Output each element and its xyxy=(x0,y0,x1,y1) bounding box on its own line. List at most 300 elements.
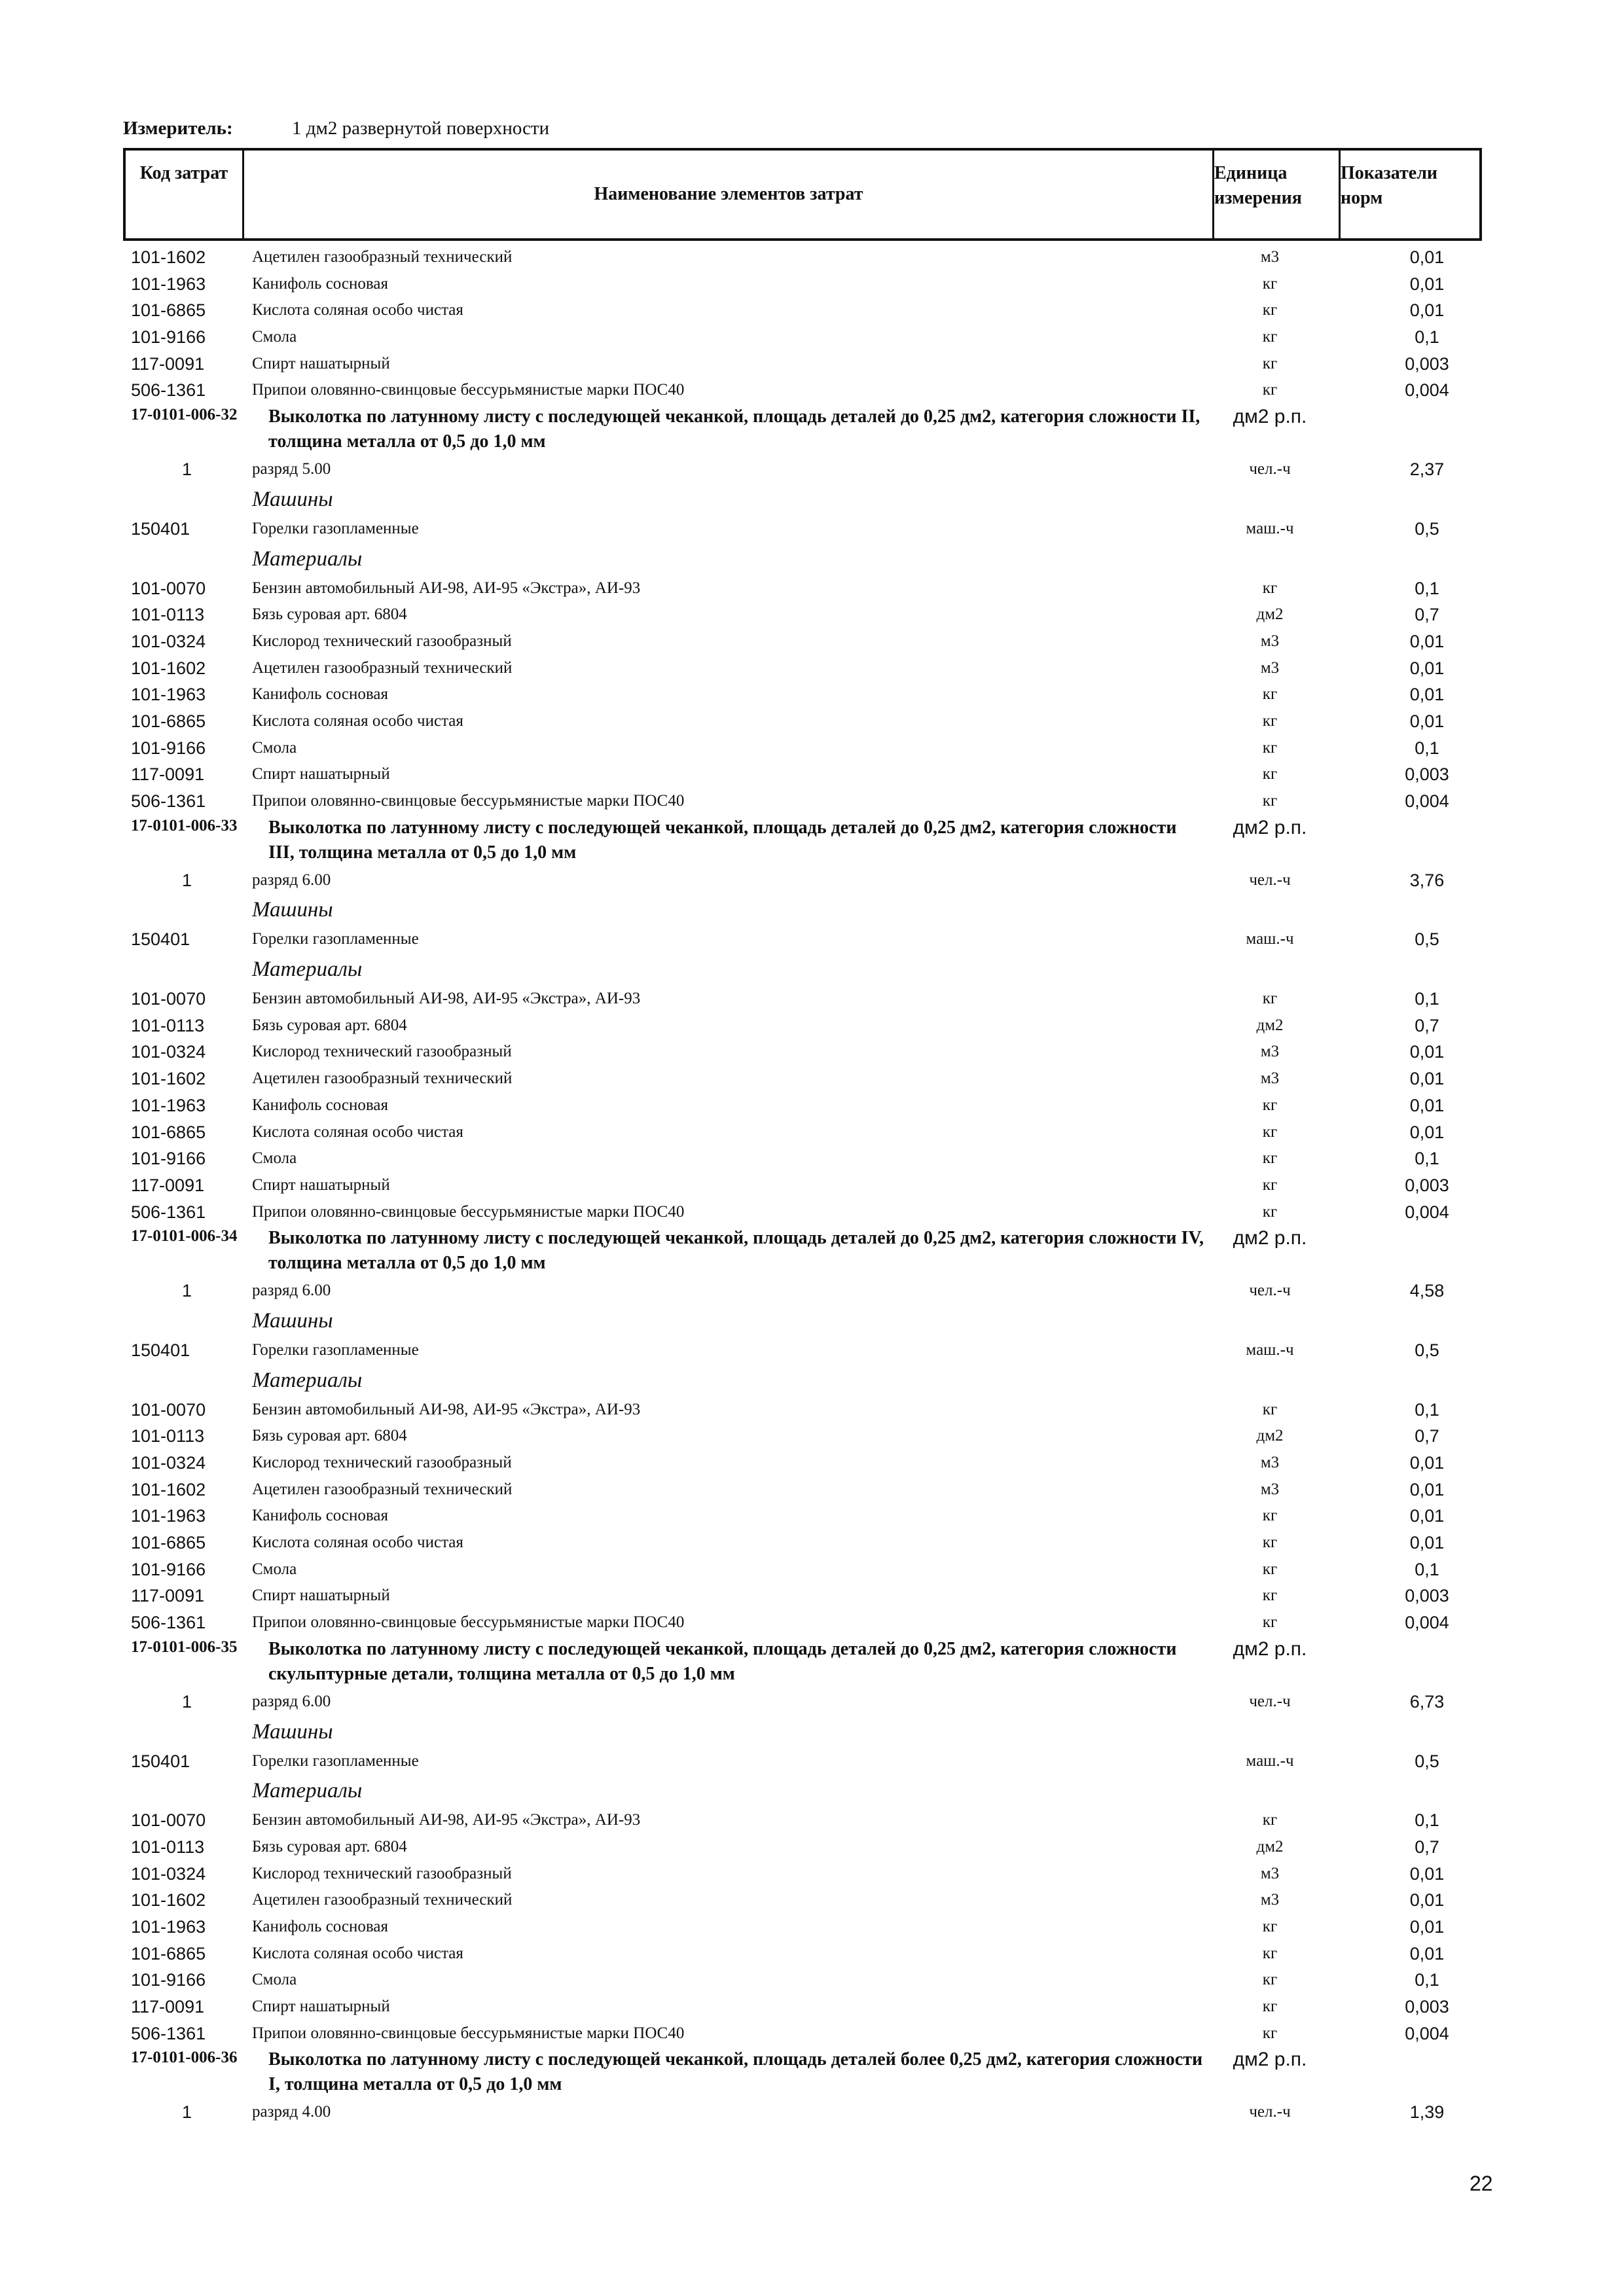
row-unit: дм2 xyxy=(1256,1427,1284,1445)
row-value: 0,1 xyxy=(1415,989,1439,1009)
row-unit: чел.-ч xyxy=(1249,2103,1291,2121)
row-unit: маш.-ч xyxy=(1246,1751,1294,1770)
row-code: 101-0113 xyxy=(131,1015,205,1035)
table-row xyxy=(0,927,1624,954)
row-unit: кг xyxy=(1262,765,1278,783)
row-value: 0,5 xyxy=(1415,929,1439,950)
row-name: Горелки газопламенные xyxy=(252,519,419,537)
row-name: Ацетилен газообразный технический xyxy=(252,1069,513,1088)
row-name: Бензин автомобильный АИ-98, АИ-95 «Экстра», АИ-93 xyxy=(252,579,641,597)
section-row xyxy=(0,1305,1624,1338)
row-name: Выколотка по латунному листу с последующей чеканкой, площадь деталей более 0,25 дм2, категория сложности I, толщина металла от 0,5 до 1,0 мм xyxy=(268,2049,1203,2095)
row-unit: кг xyxy=(1262,711,1278,730)
row-code: 506-1361 xyxy=(131,1202,206,1222)
row-unit: кг xyxy=(1262,301,1278,319)
row-unit: дм2 xyxy=(1256,1016,1284,1034)
row-name: Бензин автомобильный АИ-98, АИ-95 «Экстра», АИ-93 xyxy=(252,1811,641,1829)
row-code: 1 xyxy=(182,1691,192,1712)
row-unit: кг xyxy=(1262,1587,1278,1605)
table-row xyxy=(0,1888,1624,1914)
row-code: 117-0091 xyxy=(131,1997,205,2017)
table-row xyxy=(0,1835,1624,1861)
table-row xyxy=(0,272,1624,298)
row-code: 1 xyxy=(182,870,192,890)
row-unit: маш.-ч xyxy=(1246,519,1294,537)
row-value: 0,7 xyxy=(1415,605,1439,625)
row-name: Ацетилен газообразный технический xyxy=(252,1891,513,1909)
table-row xyxy=(0,2100,1624,2126)
row-name: Выколотка по латунному листу с последующей чеканкой, площадь деталей до 0,25 дм2, категория сложности IV, толщина металла от 0,5 до 1,0 мм xyxy=(268,1228,1204,1274)
row-value: 0,1 xyxy=(1415,578,1439,598)
row-unit: м3 xyxy=(1260,1864,1280,1882)
row-name: Выколотка по латунному листу с последующей чеканкой, площадь деталей до 0,25 дм2, категория сложности III, толщина металла от 0,5 до 1,0 мм xyxy=(268,817,1177,863)
header-unit-line1: Единица xyxy=(1214,163,1288,183)
row-unit: кг xyxy=(1262,1998,1278,2015)
table-row xyxy=(0,656,1624,683)
table-row xyxy=(0,1967,1624,1994)
row-value: 0,01 xyxy=(1409,631,1445,651)
row-value: 0,5 xyxy=(1415,1340,1439,1360)
row-name: Ацетилен газообразный технический xyxy=(252,658,513,677)
row-value: 0,7 xyxy=(1415,1015,1439,1035)
norm-header-row xyxy=(0,1226,1624,1278)
row-value: 0,003 xyxy=(1405,1997,1449,2017)
row-value: 0,01 xyxy=(1409,300,1445,321)
row-name: Спирт нашатырный xyxy=(252,1998,390,2015)
row-value: 1,39 xyxy=(1409,2102,1445,2123)
row-name: Бязь суровая арт. 6804 xyxy=(252,1427,407,1445)
norm-header-row xyxy=(0,1637,1624,1689)
row-name: Машины xyxy=(252,1308,333,1333)
row-code: 101-1963 xyxy=(131,274,206,294)
row-unit: кг xyxy=(1262,1507,1278,1525)
row-name: Смола xyxy=(252,1971,297,1989)
row-code: 506-1361 xyxy=(131,791,206,811)
row-value: 0,01 xyxy=(1409,1533,1445,1553)
row-code: 101-6865 xyxy=(131,300,206,321)
row-name: разряд 6.00 xyxy=(252,1282,331,1300)
row-code: 506-1361 xyxy=(131,2023,206,2043)
row-code: 117-0091 xyxy=(131,1586,205,1606)
row-name: Канифоль сосновая xyxy=(252,274,388,293)
row-unit: кг xyxy=(1262,328,1278,346)
table-row xyxy=(0,1689,1624,1716)
row-code: 1 xyxy=(182,459,192,480)
row-unit: кг xyxy=(1262,1613,1278,1632)
row-unit: кг xyxy=(1262,1917,1278,1935)
row-name: Канифоль сосновая xyxy=(252,685,388,704)
row-value: 0,003 xyxy=(1405,1586,1449,1606)
row-unit: кг xyxy=(1262,1811,1278,1829)
section-row xyxy=(0,1716,1624,1749)
row-name: Смола xyxy=(252,1149,297,1168)
norm-header-row xyxy=(0,404,1624,457)
measure-line xyxy=(123,118,550,139)
row-unit: кг xyxy=(1262,579,1278,597)
row-unit: кг xyxy=(1262,2024,1278,2042)
section-row xyxy=(0,1365,1624,1397)
section-row xyxy=(0,954,1624,986)
row-code: 17-0101-006-36 xyxy=(131,2049,238,2067)
row-name: Кислород технический газообразный xyxy=(252,632,512,650)
row-value: 2,37 xyxy=(1409,459,1445,480)
table-row xyxy=(0,1424,1624,1450)
row-value: 0,01 xyxy=(1409,1122,1445,1142)
table-row xyxy=(0,868,1624,895)
row-code: 150401 xyxy=(131,518,190,539)
header-norm-line1: Показатели xyxy=(1341,163,1438,183)
row-value: 0,1 xyxy=(1415,1149,1439,1169)
row-unit: кг xyxy=(1262,1202,1278,1221)
table-row xyxy=(0,1583,1624,1610)
row-name: Материалы xyxy=(252,1779,363,1803)
row-value: 0,1 xyxy=(1415,1399,1439,1420)
row-name: разряд 4.00 xyxy=(252,2103,331,2121)
row-unit: чел.-ч xyxy=(1249,1282,1291,1300)
row-value: 0,01 xyxy=(1409,247,1445,267)
header-name: Наименование элементов затрат xyxy=(594,184,863,204)
row-value: 0,01 xyxy=(1409,1943,1445,1964)
section-row xyxy=(0,484,1624,516)
row-value: 0,1 xyxy=(1415,1970,1439,1990)
row-code: 101-0070 xyxy=(131,989,206,1009)
row-name: Материалы xyxy=(252,547,363,571)
table-row xyxy=(0,1013,1624,1040)
row-unit: чел.-ч xyxy=(1249,460,1291,478)
row-value: 0,01 xyxy=(1409,711,1445,731)
row-code: 101-0324 xyxy=(131,1453,206,1473)
table-row xyxy=(0,1994,1624,2021)
row-value: 6,73 xyxy=(1409,1691,1445,1712)
table-row xyxy=(0,1861,1624,1888)
row-value: 0,003 xyxy=(1405,353,1449,374)
table-row xyxy=(0,378,1624,404)
row-code: 150401 xyxy=(131,1751,190,1771)
row-unit: чел.-ч xyxy=(1249,1692,1291,1710)
row-name: Кислота соляная особо чистая xyxy=(252,711,463,730)
table-row xyxy=(0,245,1624,272)
row-value: 3,76 xyxy=(1409,870,1445,890)
row-code: 117-0091 xyxy=(131,764,205,785)
row-code: 101-1963 xyxy=(131,1916,206,1937)
table-row xyxy=(0,1503,1624,1530)
row-name: Припои оловянно-свинцовые бессурьмянистые марки ПОС40 xyxy=(252,1202,685,1221)
row-code: 150401 xyxy=(131,1340,190,1360)
row-unit: кг xyxy=(1262,1122,1278,1141)
table-header xyxy=(123,148,1482,241)
row-unit: кг xyxy=(1262,685,1278,704)
row-code: 101-0324 xyxy=(131,631,206,651)
row-code: 101-1602 xyxy=(131,1069,206,1089)
row-unit: кг xyxy=(1262,1944,1278,1962)
row-name: Спирт нашатырный xyxy=(252,1175,390,1194)
row-code: 101-0113 xyxy=(131,1837,205,1857)
row-code: 117-0091 xyxy=(131,353,205,374)
row-unit: дм2 р.п. xyxy=(1233,406,1307,428)
row-unit: м3 xyxy=(1260,632,1280,650)
row-code: 101-0113 xyxy=(131,1426,205,1446)
table-row xyxy=(0,1397,1624,1424)
row-value: 0,1 xyxy=(1415,1810,1439,1831)
table-row xyxy=(0,516,1624,543)
row-value: 0,01 xyxy=(1409,658,1445,678)
table-row xyxy=(0,736,1624,762)
row-name: Ацетилен газообразный технический xyxy=(252,1480,513,1498)
row-name: Горелки газопламенные xyxy=(252,930,419,948)
row-code: 101-1602 xyxy=(131,658,206,678)
row-code: 17-0101-006-35 xyxy=(131,1638,238,1656)
row-code: 1 xyxy=(182,1281,192,1301)
row-name: Бязь суровая арт. 6804 xyxy=(252,1016,407,1034)
page-number: 22 xyxy=(1470,2172,1493,2195)
row-value: 0,01 xyxy=(1409,1453,1445,1473)
row-name: Припои оловянно-свинцовые бессурьмянистые марки ПОС40 xyxy=(252,381,685,399)
table-row xyxy=(0,682,1624,709)
row-name: Канифоль сосновая xyxy=(252,1917,388,1935)
row-code: 101-6865 xyxy=(131,1533,206,1553)
row-value: 0,01 xyxy=(1409,274,1445,294)
header-code: Код затрат xyxy=(139,163,228,183)
row-unit: маш.-ч xyxy=(1246,1340,1294,1359)
row-unit: чел.-ч xyxy=(1249,870,1291,889)
measure-label: Измеритель: xyxy=(123,118,233,139)
row-code: 101-0324 xyxy=(131,1863,206,1884)
table-row xyxy=(0,1120,1624,1147)
row-name: Кислота соляная особо чистая xyxy=(252,1534,463,1552)
row-name: разряд 6.00 xyxy=(252,870,331,889)
row-value: 4,58 xyxy=(1409,1281,1445,1301)
row-code: 101-1602 xyxy=(131,247,206,267)
row-code: 101-1602 xyxy=(131,1479,206,1499)
row-name: разряд 5.00 xyxy=(252,460,331,478)
row-code: 101-9166 xyxy=(131,1149,206,1169)
row-unit: кг xyxy=(1262,990,1278,1008)
table-row xyxy=(0,298,1624,325)
row-unit: кг xyxy=(1262,1560,1278,1578)
row-unit: м3 xyxy=(1260,658,1280,677)
table-row xyxy=(0,1914,1624,1941)
row-name: Спирт нашатырный xyxy=(252,354,390,372)
row-name: Кислород технический газообразный xyxy=(252,1043,512,1061)
row-name: Кислород технический газообразный xyxy=(252,1454,512,1471)
row-name: Ацетилен газообразный технический xyxy=(252,248,513,266)
row-value: 0,004 xyxy=(1405,2023,1449,2043)
row-unit: кг xyxy=(1262,354,1278,372)
row-value: 0,7 xyxy=(1415,1837,1439,1857)
row-code: 101-9166 xyxy=(131,327,206,348)
row-unit: кг xyxy=(1262,1096,1278,1114)
row-code: 150401 xyxy=(131,929,190,950)
table-row xyxy=(0,1557,1624,1584)
row-unit: дм2 xyxy=(1256,605,1284,624)
row-unit: м3 xyxy=(1260,1891,1280,1909)
header-unit-line2: измерения xyxy=(1214,188,1302,208)
table-row xyxy=(0,1477,1624,1504)
row-code: 101-6865 xyxy=(131,711,206,731)
table-row xyxy=(0,1808,1624,1835)
row-name: Спирт нашатырный xyxy=(252,1587,390,1605)
row-name: Материалы xyxy=(252,958,363,982)
table-row xyxy=(0,1066,1624,1093)
row-unit: м3 xyxy=(1260,1069,1280,1088)
row-unit: кг xyxy=(1262,738,1278,757)
row-value: 0,1 xyxy=(1415,738,1439,758)
header-norm-line2: норм xyxy=(1341,188,1383,208)
row-unit: дм2 р.п. xyxy=(1233,2049,1307,2071)
row-code: 506-1361 xyxy=(131,380,206,401)
row-name: Кислота соляная особо чистая xyxy=(252,301,463,319)
row-name: Выколотка по латунному листу с последующей чеканкой, площадь деталей до 0,25 дм2, категория сложности II, толщина металла от 0,5 до 1,0 мм xyxy=(268,406,1200,452)
row-name: Машины xyxy=(252,898,333,922)
row-unit: кг xyxy=(1262,381,1278,399)
row-code: 506-1361 xyxy=(131,1613,206,1633)
row-unit: м3 xyxy=(1260,1480,1280,1498)
row-unit: м3 xyxy=(1260,248,1280,266)
row-name: Горелки газопламенные xyxy=(252,1751,419,1770)
row-unit: кг xyxy=(1262,1175,1278,1194)
row-value: 0,7 xyxy=(1415,1426,1439,1446)
row-value: 0,01 xyxy=(1409,1506,1445,1526)
header-unit xyxy=(1214,151,1339,238)
measure-value: 1 дм2 развернутой поверхности xyxy=(292,118,550,139)
row-unit: кг xyxy=(1262,792,1278,810)
row-name: Машины xyxy=(252,1719,333,1744)
table-row xyxy=(0,1530,1624,1557)
row-name: Канифоль сосновая xyxy=(252,1507,388,1525)
row-unit: дм2 xyxy=(1256,1837,1284,1856)
row-value: 0,01 xyxy=(1409,1069,1445,1089)
row-unit: кг xyxy=(1262,1534,1278,1552)
row-value: 0,01 xyxy=(1409,1479,1445,1499)
table-row xyxy=(0,325,1624,351)
table-row xyxy=(0,1146,1624,1173)
row-code: 101-6865 xyxy=(131,1943,206,1964)
row-value: 0,01 xyxy=(1409,685,1445,705)
row-name: Горелки газопламенные xyxy=(252,1340,419,1359)
table-row xyxy=(0,1450,1624,1477)
row-value: 0,1 xyxy=(1415,1559,1439,1579)
row-unit: маш.-ч xyxy=(1246,930,1294,948)
row-code: 101-1963 xyxy=(131,1506,206,1526)
row-value: 0,01 xyxy=(1409,1916,1445,1937)
table-row xyxy=(0,762,1624,789)
row-unit: кг xyxy=(1262,1149,1278,1168)
row-code: 101-9166 xyxy=(131,738,206,758)
row-code: 101-9166 xyxy=(131,1559,206,1579)
row-value: 0,004 xyxy=(1405,1202,1449,1222)
section-row xyxy=(0,1775,1624,1808)
row-name: Припои оловянно-свинцовые бессурьмянистые марки ПОС40 xyxy=(252,1613,685,1632)
row-name: Смола xyxy=(252,738,297,757)
row-value: 0,01 xyxy=(1409,1042,1445,1062)
row-code: 101-1602 xyxy=(131,1890,206,1910)
table-row xyxy=(0,2021,1624,2048)
norm-header-row xyxy=(0,816,1624,868)
table-row xyxy=(0,351,1624,378)
table-row xyxy=(0,1610,1624,1637)
table-row xyxy=(0,986,1624,1013)
row-name: Кислота соляная особо чистая xyxy=(252,1122,463,1141)
row-value: 0,5 xyxy=(1415,518,1439,539)
row-unit: м3 xyxy=(1260,1043,1280,1061)
table-row xyxy=(0,576,1624,603)
section-row xyxy=(0,543,1624,576)
row-code: 101-0113 xyxy=(131,605,205,625)
row-code: 101-6865 xyxy=(131,1122,206,1142)
row-unit: дм2 р.п. xyxy=(1233,1638,1307,1660)
row-name: Бязь суровая арт. 6804 xyxy=(252,605,407,624)
row-code: 17-0101-006-33 xyxy=(131,816,238,834)
row-name: Бензин автомобильный АИ-98, АИ-95 «Экстра», АИ-93 xyxy=(252,1400,641,1418)
row-value: 0,003 xyxy=(1405,764,1449,785)
row-name: Кислота соляная особо чистая xyxy=(252,1944,463,1962)
table-row xyxy=(0,709,1624,736)
table-row xyxy=(0,789,1624,816)
row-code: 17-0101-006-32 xyxy=(131,406,238,424)
table-row xyxy=(0,1749,1624,1776)
row-value: 0,004 xyxy=(1405,1613,1449,1633)
table-row xyxy=(0,1093,1624,1120)
row-name: Бензин автомобильный АИ-98, АИ-95 «Экстра», АИ-93 xyxy=(252,990,641,1008)
row-unit: дм2 р.п. xyxy=(1233,1227,1307,1249)
row-name: Смола xyxy=(252,328,297,346)
table-row xyxy=(0,1200,1624,1227)
table-row xyxy=(0,1278,1624,1305)
row-value: 0,003 xyxy=(1405,1175,1449,1195)
row-name: Машины xyxy=(252,487,333,511)
row-value: 0,004 xyxy=(1405,380,1449,401)
row-code: 1 xyxy=(182,2102,192,2123)
row-name: Припои оловянно-свинцовые бессурьмянистые марки ПОС40 xyxy=(252,792,685,810)
row-value: 0,004 xyxy=(1405,791,1449,811)
table-row xyxy=(0,1338,1624,1365)
table-row xyxy=(0,457,1624,484)
row-value: 0,5 xyxy=(1415,1751,1439,1771)
row-name: Кислород технический газообразный xyxy=(252,1864,512,1882)
row-name: Бязь суровая арт. 6804 xyxy=(252,1837,407,1856)
row-code: 101-0070 xyxy=(131,1810,206,1831)
row-code: 101-1963 xyxy=(131,685,206,705)
row-name: Спирт нашатырный xyxy=(252,765,390,783)
row-unit: м3 xyxy=(1260,1454,1280,1471)
row-unit: кг xyxy=(1262,1971,1278,1989)
table-row xyxy=(0,1941,1624,1968)
row-name: Смола xyxy=(252,1560,297,1578)
row-name: Канифоль сосновая xyxy=(252,1096,388,1114)
row-code: 101-0070 xyxy=(131,578,206,598)
table-body xyxy=(0,245,1624,2126)
table-row xyxy=(0,602,1624,629)
table-row xyxy=(0,1039,1624,1066)
row-unit: кг xyxy=(1262,1400,1278,1418)
row-name: Материалы xyxy=(252,1368,363,1392)
table-row xyxy=(0,629,1624,656)
row-code: 101-1963 xyxy=(131,1095,206,1115)
row-code: 17-0101-006-34 xyxy=(131,1227,238,1246)
header-norm xyxy=(1341,151,1480,238)
row-name: Припои оловянно-свинцовые бессурьмянистые марки ПОС40 xyxy=(252,2024,685,2042)
row-unit: кг xyxy=(1262,274,1278,293)
row-code: 101-0324 xyxy=(131,1042,206,1062)
row-value: 0,1 xyxy=(1415,327,1439,348)
row-code: 101-0070 xyxy=(131,1399,206,1420)
row-name: разряд 6.00 xyxy=(252,1692,331,1710)
row-code: 101-9166 xyxy=(131,1970,206,1990)
table-row xyxy=(0,1173,1624,1200)
row-value: 0,01 xyxy=(1409,1095,1445,1115)
section-row xyxy=(0,894,1624,927)
row-value: 0,01 xyxy=(1409,1890,1445,1910)
